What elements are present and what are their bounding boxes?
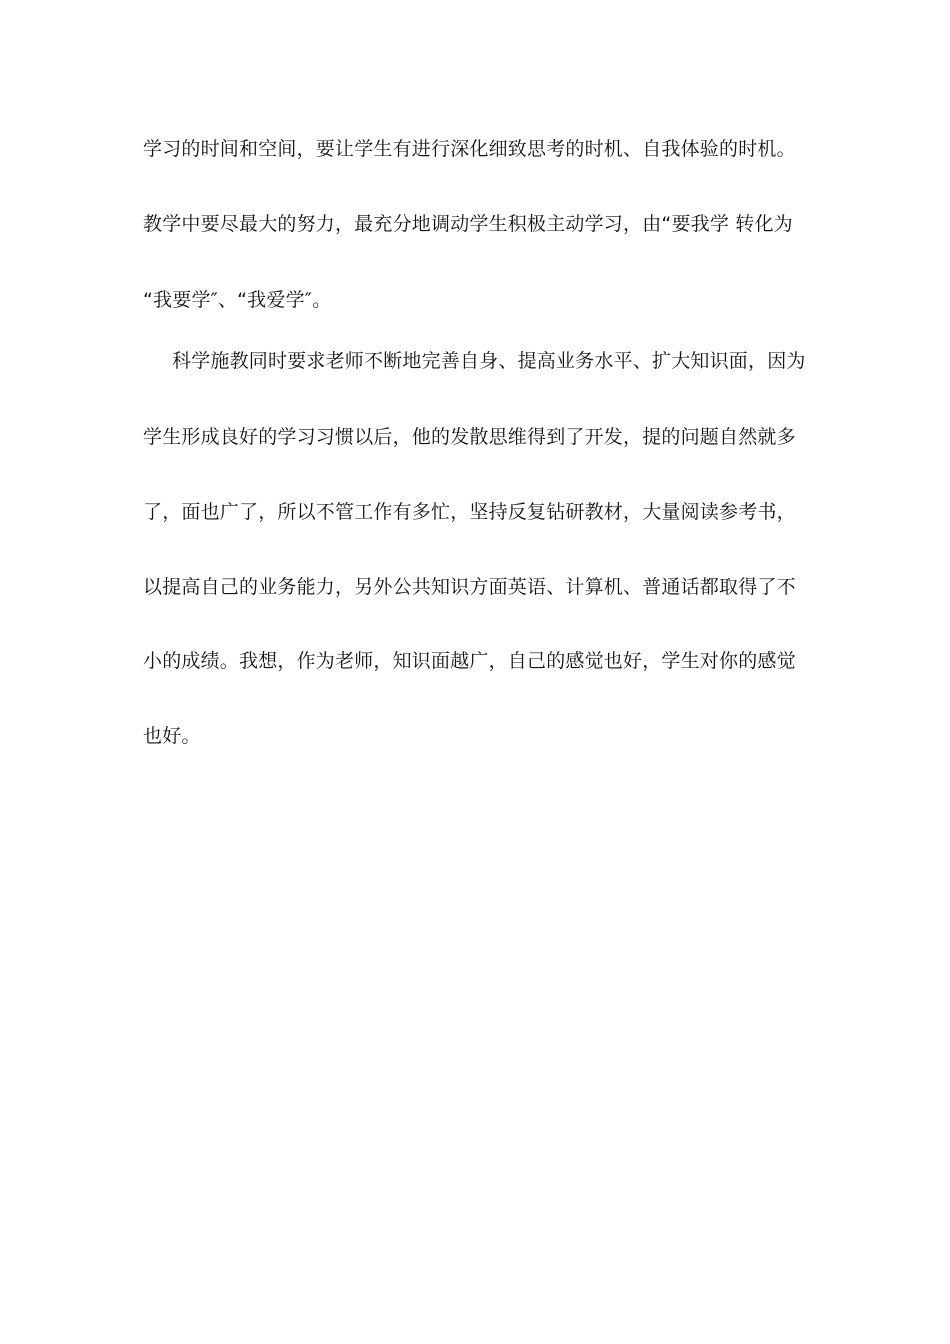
paragraph-line: 学习的时间和空间，要让学生有进行深化细致思考的时机、自我体验的时机。	[143, 138, 796, 160]
paragraph-line: 教学中要尽最大的努力，最充分地调动学生积极主动学习，由“要我学 转化为	[143, 213, 793, 235]
paragraph-line: 了，面也广了，所以不管工作有多忙，坚持反复钻研教材，大量阅读参考书，	[143, 501, 796, 523]
paragraph-line: 也好。	[143, 725, 201, 747]
paragraph-line: “我要学″、“我爱学″。	[143, 289, 332, 311]
paragraph-line: 科学施教同时要求老师不断地完善自身、提高业务水平、扩大知识面，因为	[172, 350, 806, 372]
paragraph-line: 学生形成良好的学习习惯以后，他的发散思维得到了开发，提的问题自然就多	[143, 426, 796, 448]
paragraph-line: 以提高自己的业务能力，另外公共知识方面英语、计算机、普通话都取得了不	[143, 576, 796, 598]
paragraph-line: 小的成绩。我想，作为老师，知识面越广，自己的感觉也好，学生对你的感觉	[143, 650, 796, 672]
